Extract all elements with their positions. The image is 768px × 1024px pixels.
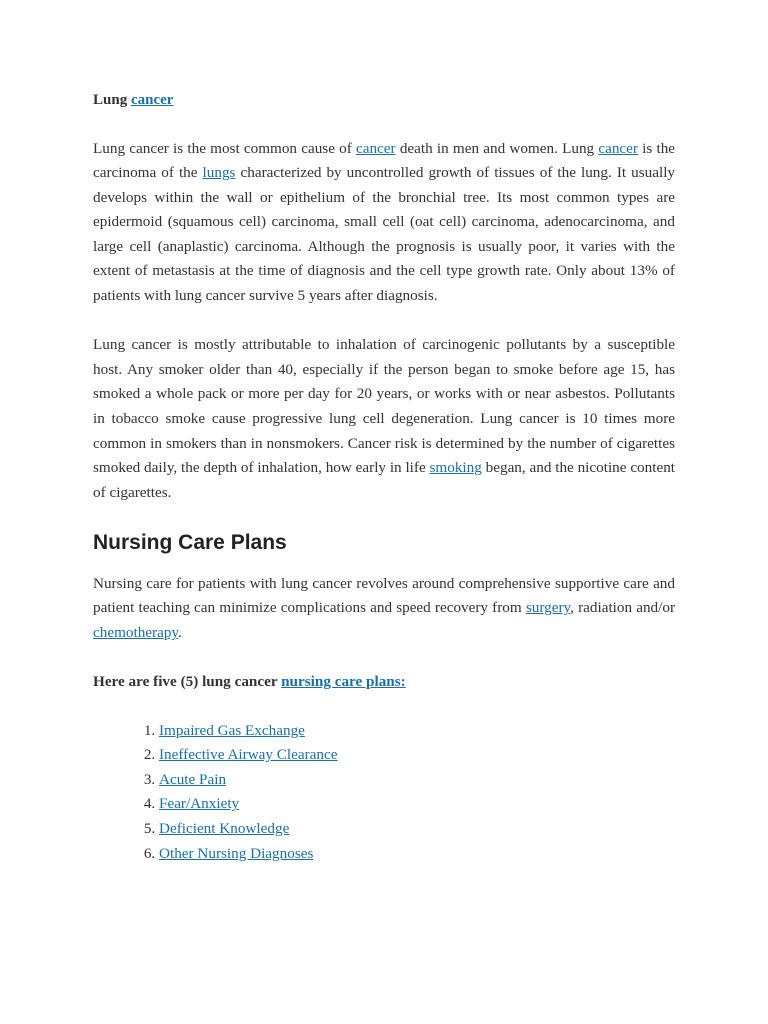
plan-link-acute-pain[interactable]: Acute Pain [159,770,227,788]
lungs-link[interactable]: lungs [202,164,236,182]
document-page [93,88,675,866]
title-prefix: Lung [93,92,128,108]
causes-text-2: began, and the nicotine content of cigarettes. [93,459,676,501]
plan-link-other-nursing-diagnoses[interactable]: Other Nursing Diagnoses [159,844,314,862]
plan-link-fear-anxiety[interactable]: Fear/Anxiety [159,795,240,813]
nursing-text-2: , radiation and/or [570,599,676,617]
overview-text-4: characterized by uncontrolled growth of tissues of the lung. It usually develops within the wall or epithelium of the bronchial tree. Its most common types are epidermoid (squamous cell) carcinoma, small cell (oat cell) carcinoma, adenocarcinoma, and large cell (anaplastic) carcinoma. Although the prognosis is usually poor, it varies with the extent of metastasis at the time of diagnosis and the cell type growth rate. Only about 13% of patients with lung cancer survive 5 years after diagnosis. [93,164,676,305]
section-heading: Nursing Care Plans [93,530,287,554]
list-item [159,842,675,867]
smoking-link[interactable]: smoking [429,459,482,477]
paragraph-overview [93,137,675,309]
list-item [159,768,675,793]
plan-link-deficient-knowledge[interactable]: Deficient Knowledge [159,819,290,837]
chemotherapy-link[interactable]: chemotherapy [93,624,179,641]
list-item [159,817,675,842]
plans-intro [93,670,675,694]
nursing-text-1: Nursing care for patients with lung cancer revolves around comprehensive supportive care and patient teaching can minimize complications and speed recovery from [93,574,675,617]
overview-text-2: death in men and women. Lung [399,139,595,157]
title-cancer-link[interactable]: cancer [130,92,174,108]
paragraph-causes [93,333,675,505]
overview-text-3: is the carcinoma of the [93,139,676,182]
document-title [93,88,675,112]
list-item [159,792,675,817]
overview-text-1: Lung cancer is the most common cause of [93,139,352,157]
list-item [159,743,675,768]
paragraph-nursing-care [93,572,675,646]
care-plans-list [93,719,675,867]
list-item [159,719,675,744]
causes-text-1: Lung cancer is mostly attributable to inhalation of carcinogenic pollutants by a susceptible host. Any smoker older than 40, especially if the person began to smoke before age 15, has smoked a whole pack or more per day for 20 years, or works with or near asbestos. Pollutants in tobacco smoke cause progressive lung cell degeneration. Lung cancer is 10 times more common in smokers than in nonsmokers. Cancer risk is determined by the number of cigarettes smoked daily, the depth of inhalation, how early in life [93,336,675,477]
nursing-text-3: . [178,624,182,641]
plan-link-impaired-gas-exchange[interactable]: Impaired Gas Exchange [159,721,305,739]
plans-intro-text: Here are five (5) lung cancer [93,673,278,691]
nursing-care-plans-link[interactable]: nursing care plans: [281,673,406,691]
surgery-link[interactable]: surgery [525,599,571,617]
cancer-link-2[interactable]: cancer [598,139,638,157]
plan-link-ineffective-airway-clearance[interactable]: Ineffective Airway Clearance [159,746,338,764]
cancer-link-1[interactable]: cancer [355,139,396,157]
